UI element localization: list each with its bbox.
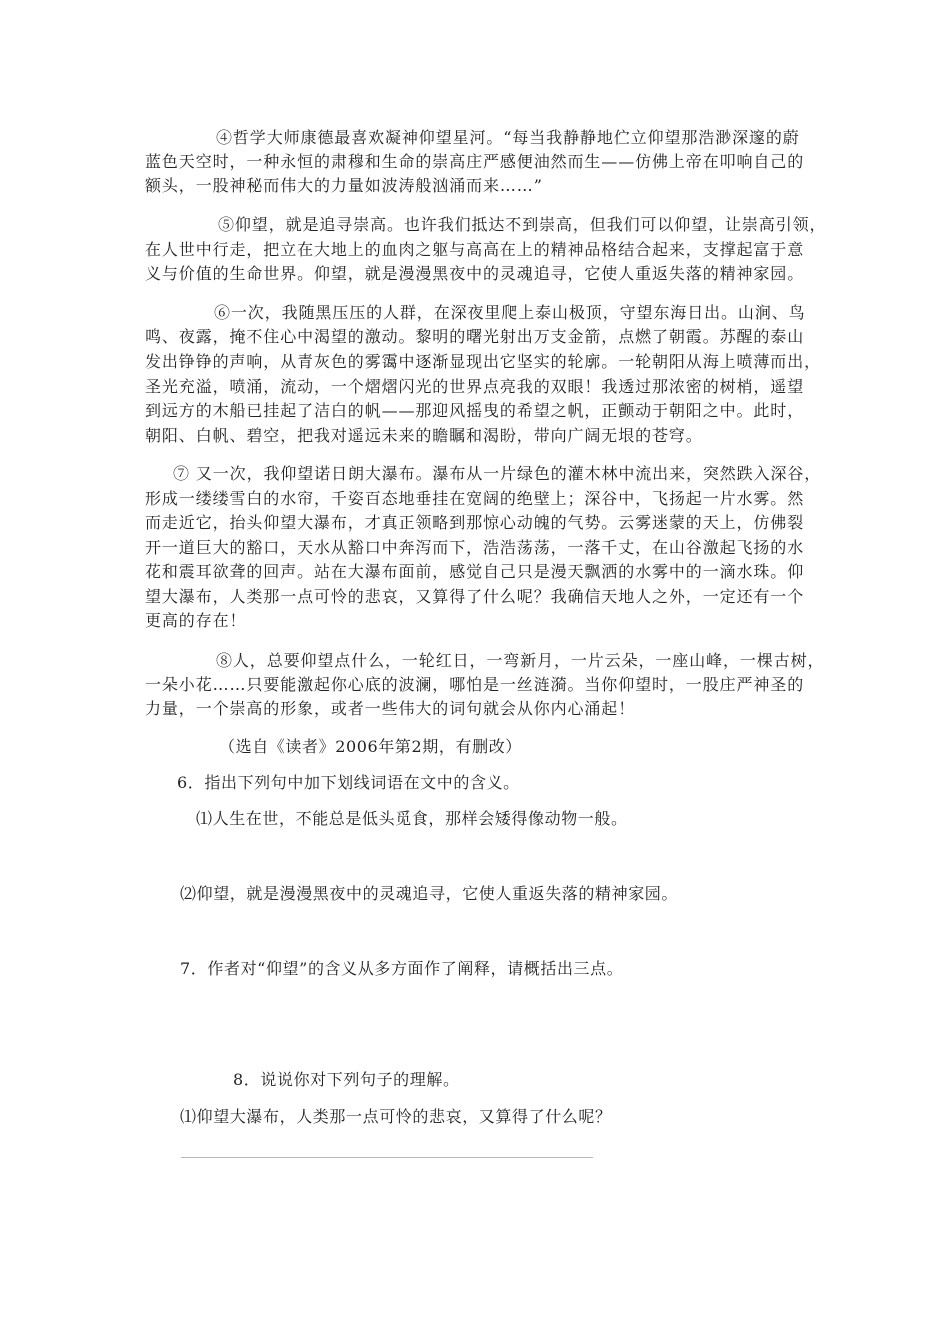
paragraph-8-line-2: 一朵小花……只要能激起你心底的波澜，哪怕是一丝涟漪。当你仰望时，一股庄严神圣的 xyxy=(145,675,805,694)
question-7: 7．作者对“仰望”的含义从多方面作了阐释，请概括出三点。 xyxy=(180,959,624,978)
paragraph-7-line-6: 望大瀑布，人类那一点可怜的悲哀，又算得了什么呢？我确信天地人之外，一定还有一个 xyxy=(145,587,805,606)
paragraph-8-line-1: ⑧人，总要仰望点什么，一轮红日，一弯新月，一片云朵，一座山峰，一棵古树， xyxy=(216,651,825,670)
paragraph-5-line-2: 在人世中行走，把立在大地上的血肉之躯与高高在上的精神品格结合起来，支撑起富于意 xyxy=(145,240,805,259)
paragraph-8-line-3: 力量，一个崇高的形象，或者一些伟大的词句就会从你内心涌起！ xyxy=(145,699,636,718)
paragraph-4-line-2: 蓝色天空时，一种永恒的肃穆和生命的崇高庄严感便油然而生——仿佛上帝在叩响自己的 xyxy=(145,152,805,171)
question-6: 6．指出下列句中加下划线词语在文中的含义。 xyxy=(177,773,520,792)
source-citation: （选自《读者》2006年第2期，有删改） xyxy=(219,737,522,756)
paragraph-6-line-4: 圣光充溢，喷涌，流动，一个熠熠闪光的世界点亮我的双眼！我透过那浓密的树梢，遥望 xyxy=(145,377,805,396)
paragraph-7-line-5: 花和震耳欲聋的回声。站在大瀑布面前，感觉自己只是漫天飘洒的水雾中的一滴水珠。仰 xyxy=(145,562,805,581)
question-8-item-1: ⑴仰望大瀑布，人类那一点可怜的悲哀，又算得了什么呢？ xyxy=(180,1107,612,1126)
paragraph-4-line-1: ④哲学大师康德最喜欢凝神仰望星河。“每当我静静地伫立仰望那浩渺深邃的蔚 xyxy=(216,128,800,147)
paragraph-7-line-1: ⑦ 又一次，我仰望诺日朗大瀑布。瀑布从一片绿色的灌木林中流出来，突然跌入深谷， xyxy=(173,464,822,483)
answer-line xyxy=(181,1157,593,1158)
paragraph-4-line-3: 额头，一股神秘而伟大的力量如波涛般汹涌而来……” xyxy=(145,176,543,195)
paragraph-5-line-3: 义与价值的生命世界。仰望，就是漫漫黑夜中的灵魂追寻，它使人重返失落的精神家园。 xyxy=(145,264,805,283)
paragraph-6-line-2: 鸣、夜露，掩不住心中渴望的激动。黎明的曙光射出万支金箭，点燃了朝霞。苏醒的泰山 xyxy=(145,327,805,346)
paragraph-7-line-2: 形成一缕缕雪白的水帘，千姿百态地垂挂在宽阔的绝壁上；深谷中，飞扬起一片水雾。然 xyxy=(145,489,805,508)
paragraph-7-line-3: 而走近它，抬头仰望大瀑布，才真正领略到那惊心动魄的气势。云雾迷蒙的天上，仿佛裂 xyxy=(145,513,805,532)
paragraph-6-line-3: 发出铮铮的声响，从青灰色的雾霭中逐渐显现出它坚实的轮廓。一轮朝阳从海上喷薄而出， xyxy=(145,352,822,371)
paragraph-7-line-7: 更高的存在！ xyxy=(145,611,247,630)
paragraph-5-line-1: ⑤仰望，就是追寻崇高。也许我们抵达不到崇高，但我们可以仰望，让崇高引领， xyxy=(218,215,827,234)
question-6-item-1: ⑴人生在世，不能总是低头觅食，那样会矮得像动物一般。 xyxy=(196,809,628,828)
paragraph-6-line-5: 到远方的木船已挂起了洁白的帆——那迎风摇曳的希望之帆，正颤动于朝阳之中。此时， xyxy=(145,401,805,420)
paragraph-6-line-1: ⑥一次，我随黑压压的人群，在深夜里爬上泰山极顶，守望东海日出。山涧、鸟 xyxy=(214,303,806,322)
question-8: 8．说说你对下列句子的理解。 xyxy=(233,1070,460,1089)
paragraph-7-line-4: 开一道巨大的豁口，天水从豁口中奔泻而下，浩浩荡荡，一落千丈，在山谷激起飞扬的水 xyxy=(145,538,805,557)
question-6-item-2: ⑵仰望，就是漫漫黑夜中的灵魂追寻，它使人重返失落的精神家园。 xyxy=(180,884,679,903)
paragraph-6-line-6: 朝阳、白帆、碧空，把我对遥远未来的瞻瞩和渴盼，带向广阔无垠的苍穹。 xyxy=(145,426,703,445)
